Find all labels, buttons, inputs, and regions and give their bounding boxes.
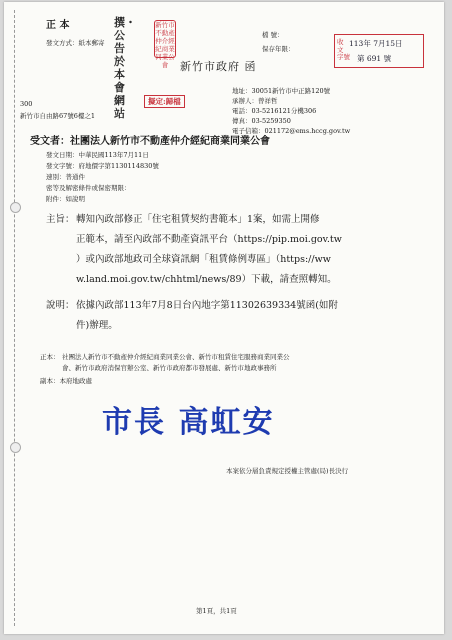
recipient: 受文者：社團法人新竹市不動產仲介經紀商業同業公會 [30,136,270,147]
subject-line: ）或內政部地政司全球資訊網「租賃條例專區」（https://ww [76,254,331,265]
issue-date: 發文日期：中華民國113年7月11日 [46,151,149,159]
postal-code: 300 [20,100,33,108]
attachment: 附件：如說明 [46,195,85,203]
association-seal: 新竹市不動產仲介經紀商業同業公會 [155,21,175,69]
recipient-address: 新竹市自由路67號6樓之1 [20,112,96,120]
agency-address: 地址：30051新竹市中正路120號 [232,87,331,95]
archive-number-label: 檔 號： [262,31,284,39]
received-number-label: 字號 [337,53,350,61]
binding-line [14,10,15,626]
subject-line: w.land.moi.gov.tw/chhtml/news/89）下載，請查照轉知。 [76,274,337,285]
copy-to: 副本：本府地政處 [40,377,92,385]
explanation-label: 說明： [46,300,75,311]
original-to-line: 社團法人新竹市不動產仲介經紀商業同業公會、新竹市租賃住宅服務商業同業公 [62,353,290,361]
document-page [4,2,444,634]
contact-person: 承辦人：曾祥哲 [232,97,278,105]
delivery-speed: 速別：普通件 [46,173,85,181]
phone: 電話：03-5216121分機306 [232,107,317,115]
retention-label: 保存年限： [262,45,295,53]
subject-line: 轉知內政部修正「住宅租賃契約書範本」1案，如需上開修 [76,214,320,225]
fax: 傳真：03-5259350 [232,117,291,125]
original-copy-label: 正 本 [46,20,70,31]
original-to-label: 正本： [40,353,60,361]
punch-hole [10,202,21,213]
received-stamp [334,34,424,68]
page-number: 第1頁，共1頁 [196,607,237,615]
subject-label: 主旨： [46,214,75,225]
agency-title: 新竹市政府 函 [180,60,257,73]
subject-line: 正範本，請至內政部不動產資訊平台（https://pip.moi.gov.tw [76,234,342,245]
mayor-signature: 市長 高虹安 [102,405,275,440]
punch-hole [10,442,21,453]
draft-stamp: 擬定:歸檔 [144,95,185,108]
received-date: 113年 7月15日 [349,39,403,48]
received-number: 第 691 號 [357,54,392,63]
original-to-line: 會、新竹市政府消保官辦公室、新竹市政府都市發展處、新竹市地政事務所 [62,364,277,372]
authorization-note: 本案依分層負責規定授權主管處(局)長決行 [226,467,349,475]
email: 電子信箱：021172@ems.hccg.gov.tw [232,127,351,135]
explanation-line: 依據內政部113年7月8日台內地字第11302639334號函(如附 [76,300,338,311]
secrecy-level: 密等及解密條件或保密期限： [46,184,131,192]
received-label: 收文 [337,38,344,54]
explanation-line: 件)辦理。 [76,320,118,331]
document-number: 發文字號：府地價字第1130114830號 [46,162,159,170]
handwritten-note: 撰・公告於本會網站 [114,16,136,120]
send-method: 發文方式：紙本郵寄 [46,39,105,47]
